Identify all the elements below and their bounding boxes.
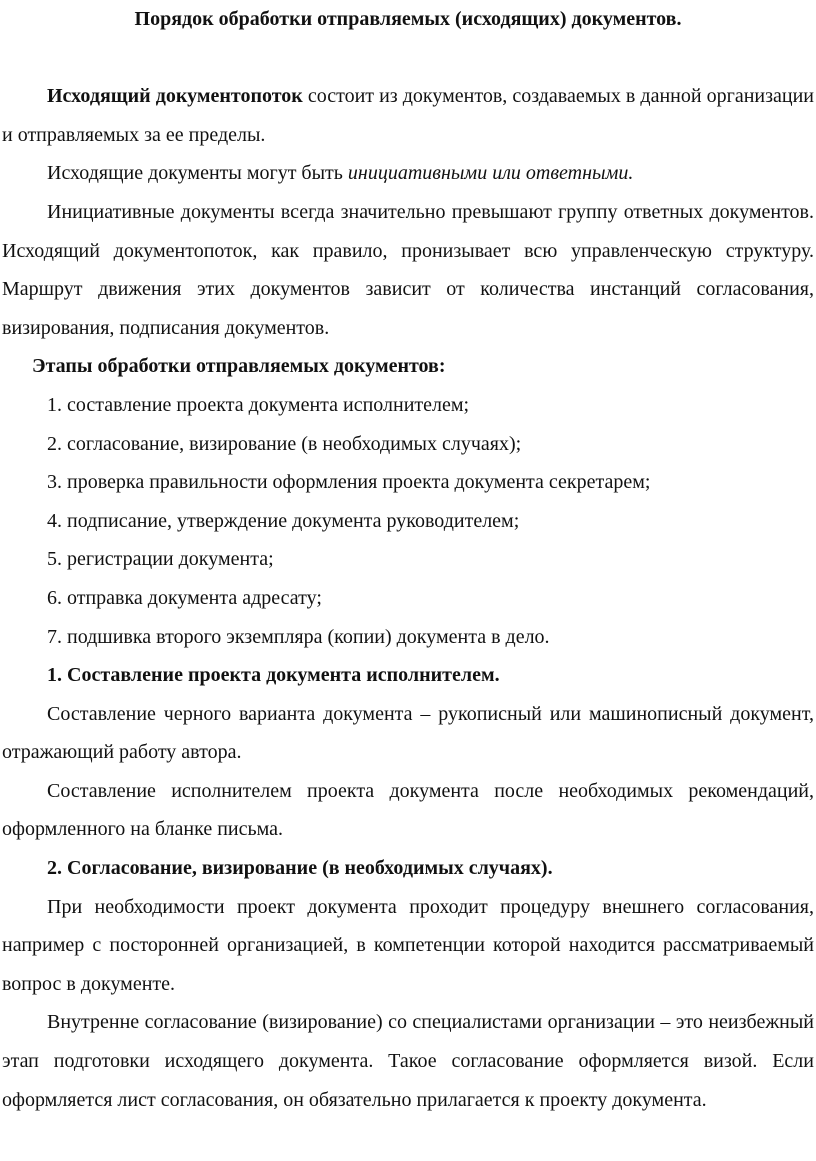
list-item: 6. отправка документа адресату; [47, 586, 322, 609]
stages-heading: Этапы обработки отправляемых документов: [32, 355, 446, 378]
document-title: Порядок обработки отправляемых (исходящих) документов. [134, 8, 682, 30]
types-lead: Исходящие документы могут быть [47, 162, 348, 185]
types-paragraph [2, 154, 814, 193]
initiative-paragraph: Инициативные документы всегда значительно превышают группу ответных документов. Исходящий документопоток, как правило, пронизывает всю управленческую структуру. Маршрут движения этих документов зависит от количества инстанций согласования, визирования, подписания документов. [2, 200, 814, 339]
section-1-heading: 1. Составление проекта документа исполнителем. [47, 664, 500, 687]
section-2-paragraph: Внутренне согласование (визирование) со специалистами организации – это неизбежный этап подготовки исходящего документа. Такое согласование оформляется визой. Если оформляется лист согласования, он обязательно прилагается к проекту документа. [2, 1011, 814, 1111]
section-1-paragraph: Составление исполнителем проекта документа после необходимых рекомендаций, оформленного на бланке письма. [2, 779, 814, 841]
list-item: 5. регистрации документа; [47, 548, 274, 571]
section-2-heading: 2. Согласование, визирование (в необходимых случаях). [47, 857, 553, 880]
blank-line [2, 39, 814, 78]
section-2-paragraph: При необходимости проект документа проходит процедуру внешнего согласования, например с посторонней организацией, в компетенции которой находится рассматриваемый вопрос в документе. [2, 895, 814, 995]
intro-paragraph [2, 77, 814, 154]
intro-definition: состоит из документов, создаваемых в данной организации и отправляемых за ее пределы. [2, 85, 814, 146]
list-item: 1. составление проекта документа исполнителем; [47, 393, 470, 416]
types-kinds: инициативными или ответными. [347, 162, 634, 185]
stages-list [2, 386, 814, 656]
section-1-paragraph: Составление черного варианта документа – рукописный или машинописный документ, отражающий работу автора. [2, 702, 814, 764]
list-item: 7. подшивка второго экземпляра (копии) документа в дело. [47, 625, 550, 648]
intro-term: Исходящий документопоток [47, 85, 303, 108]
list-item: 4. подписание, утверждение документа руководителем; [47, 509, 520, 532]
list-item: 2. согласование, визирование (в необходимых случаях); [47, 432, 522, 455]
list-item: 3. проверка правильности оформления проекта документа секретарем; [47, 471, 651, 494]
